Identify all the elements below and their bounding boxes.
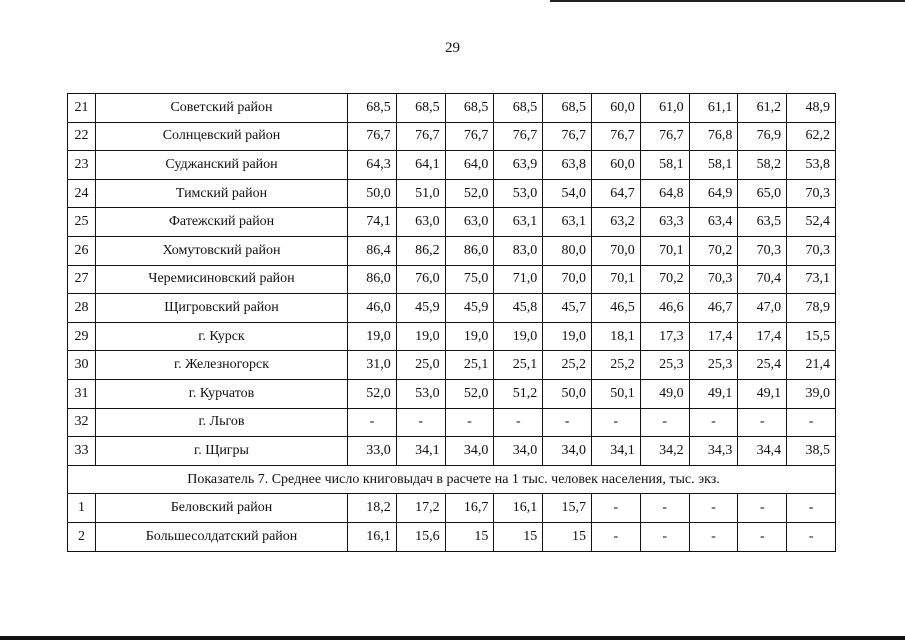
value-cell: 15,7: [543, 494, 592, 523]
value-cell: 45,9: [396, 294, 445, 323]
value-cell: 49,1: [738, 379, 787, 408]
value-cell: 63,0: [396, 208, 445, 237]
value-cell: 50,0: [348, 179, 397, 208]
scan-edge-top: [550, 0, 905, 2]
value-cell: -: [445, 408, 494, 437]
row-number: 1: [68, 494, 96, 523]
value-cell: 70,2: [689, 236, 738, 265]
table-row: [68, 294, 836, 323]
value-cell: 64,9: [689, 179, 738, 208]
value-cell: 76,7: [396, 122, 445, 151]
value-cell: -: [689, 494, 738, 523]
value-cell: 68,5: [494, 94, 543, 123]
row-number: 31: [68, 379, 96, 408]
value-cell: -: [640, 522, 689, 551]
value-cell: 86,0: [348, 265, 397, 294]
value-cell: 50,0: [543, 379, 592, 408]
value-cell: 16,1: [348, 522, 397, 551]
row-number: 2: [68, 522, 96, 551]
section-header-row: [68, 465, 836, 494]
value-cell: 70,3: [689, 265, 738, 294]
value-cell: 62,2: [787, 122, 836, 151]
value-cell: 64,1: [396, 151, 445, 180]
value-cell: 76,8: [689, 122, 738, 151]
table-body-part-2: [68, 494, 836, 551]
district-name: г. Льгов: [96, 408, 348, 437]
value-cell: 68,5: [445, 94, 494, 123]
row-number: 24: [68, 179, 96, 208]
value-cell: 68,5: [543, 94, 592, 123]
value-cell: 61,2: [738, 94, 787, 123]
table-row: [68, 322, 836, 351]
value-cell: 64,7: [591, 179, 640, 208]
value-cell: 18,1: [591, 322, 640, 351]
table-row: [68, 122, 836, 151]
value-cell: 70,3: [738, 236, 787, 265]
value-cell: 61,0: [640, 94, 689, 123]
value-cell: 58,2: [738, 151, 787, 180]
value-cell: 53,0: [494, 179, 543, 208]
value-cell: 17,4: [738, 322, 787, 351]
value-cell: 25,2: [591, 351, 640, 380]
value-cell: 51,2: [494, 379, 543, 408]
value-cell: 70,3: [787, 236, 836, 265]
value-cell: 25,3: [640, 351, 689, 380]
value-cell: 25,0: [396, 351, 445, 380]
table-row: [68, 179, 836, 208]
value-cell: -: [787, 522, 836, 551]
row-number: 28: [68, 294, 96, 323]
value-cell: 15: [494, 522, 543, 551]
row-number: 27: [68, 265, 96, 294]
district-name: Хомутовский район: [96, 236, 348, 265]
value-cell: 16,1: [494, 494, 543, 523]
value-cell: 25,1: [494, 351, 543, 380]
row-number: 30: [68, 351, 96, 380]
value-cell: 70,1: [640, 236, 689, 265]
data-table: [67, 93, 836, 552]
value-cell: 15: [543, 522, 592, 551]
value-cell: 19,0: [543, 322, 592, 351]
value-cell: 64,8: [640, 179, 689, 208]
table-row: [68, 522, 836, 551]
value-cell: 25,4: [738, 351, 787, 380]
value-cell: 16,7: [445, 494, 494, 523]
value-cell: 52,0: [348, 379, 397, 408]
value-cell: 76,7: [543, 122, 592, 151]
value-cell: 60,0: [591, 151, 640, 180]
district-name: Черемисиновский район: [96, 265, 348, 294]
value-cell: -: [494, 408, 543, 437]
value-cell: 83,0: [494, 236, 543, 265]
value-cell: 17,2: [396, 494, 445, 523]
value-cell: 34,0: [494, 437, 543, 466]
district-name: Беловский район: [96, 494, 348, 523]
value-cell: 19,0: [396, 322, 445, 351]
value-cell: 61,1: [689, 94, 738, 123]
value-cell: 65,0: [738, 179, 787, 208]
value-cell: 45,9: [445, 294, 494, 323]
value-cell: -: [689, 408, 738, 437]
value-cell: 34,3: [689, 437, 738, 466]
value-cell: -: [591, 408, 640, 437]
value-cell: 38,5: [787, 437, 836, 466]
value-cell: 70,1: [591, 265, 640, 294]
value-cell: 45,7: [543, 294, 592, 323]
value-cell: 78,9: [787, 294, 836, 323]
value-cell: 63,4: [689, 208, 738, 237]
value-cell: 73,1: [787, 265, 836, 294]
value-cell: -: [396, 408, 445, 437]
value-cell: 53,8: [787, 151, 836, 180]
value-cell: 19,0: [494, 322, 543, 351]
value-cell: 70,3: [787, 179, 836, 208]
value-cell: -: [738, 522, 787, 551]
value-cell: 19,0: [348, 322, 397, 351]
value-cell: 46,6: [640, 294, 689, 323]
value-cell: 76,0: [396, 265, 445, 294]
district-name: Щигровский район: [96, 294, 348, 323]
row-number: 21: [68, 94, 96, 123]
row-number: 26: [68, 236, 96, 265]
table-row: [68, 236, 836, 265]
value-cell: 68,5: [396, 94, 445, 123]
value-cell: 53,0: [396, 379, 445, 408]
value-cell: 86,4: [348, 236, 397, 265]
value-cell: -: [640, 408, 689, 437]
district-name: Тимский район: [96, 179, 348, 208]
value-cell: 58,1: [640, 151, 689, 180]
value-cell: -: [348, 408, 397, 437]
table-body-part-1: [68, 94, 836, 466]
table-row: [68, 265, 836, 294]
value-cell: -: [787, 494, 836, 523]
value-cell: 49,1: [689, 379, 738, 408]
value-cell: 63,0: [445, 208, 494, 237]
value-cell: 15,6: [396, 522, 445, 551]
value-cell: 86,2: [396, 236, 445, 265]
table-row: [68, 151, 836, 180]
value-cell: 46,5: [591, 294, 640, 323]
value-cell: 75,0: [445, 265, 494, 294]
value-cell: 86,0: [445, 236, 494, 265]
value-cell: 34,1: [591, 437, 640, 466]
value-cell: -: [591, 522, 640, 551]
value-cell: 63,9: [494, 151, 543, 180]
row-number: 32: [68, 408, 96, 437]
district-name: г. Железногорск: [96, 351, 348, 380]
value-cell: 54,0: [543, 179, 592, 208]
district-name: Суджанский район: [96, 151, 348, 180]
value-cell: 17,4: [689, 322, 738, 351]
value-cell: 70,4: [738, 265, 787, 294]
value-cell: 17,3: [640, 322, 689, 351]
value-cell: 19,0: [445, 322, 494, 351]
value-cell: 68,5: [348, 94, 397, 123]
row-number: 29: [68, 322, 96, 351]
value-cell: -: [738, 494, 787, 523]
value-cell: 31,0: [348, 351, 397, 380]
value-cell: -: [591, 494, 640, 523]
value-cell: -: [738, 408, 787, 437]
section-header-group: [68, 465, 836, 494]
table-row: [68, 437, 836, 466]
value-cell: 50,1: [591, 379, 640, 408]
value-cell: 47,0: [738, 294, 787, 323]
value-cell: 64,0: [445, 151, 494, 180]
value-cell: 49,0: [640, 379, 689, 408]
value-cell: 34,2: [640, 437, 689, 466]
district-name: Советский район: [96, 94, 348, 123]
value-cell: 76,7: [348, 122, 397, 151]
table-row: [68, 379, 836, 408]
table-row: [68, 94, 836, 123]
value-cell: 15,5: [787, 322, 836, 351]
district-name: Солнцевский район: [96, 122, 348, 151]
district-name: г. Курск: [96, 322, 348, 351]
table-row: [68, 408, 836, 437]
value-cell: 63,8: [543, 151, 592, 180]
scan-edge-bottom: [0, 636, 905, 640]
value-cell: 39,0: [787, 379, 836, 408]
value-cell: 70,2: [640, 265, 689, 294]
value-cell: 25,3: [689, 351, 738, 380]
row-number: 33: [68, 437, 96, 466]
value-cell: 76,7: [445, 122, 494, 151]
value-cell: 76,7: [591, 122, 640, 151]
table-row: [68, 351, 836, 380]
value-cell: 60,0: [591, 94, 640, 123]
value-cell: 51,0: [396, 179, 445, 208]
page-number: 29: [445, 40, 460, 56]
value-cell: 34,0: [445, 437, 494, 466]
value-cell: 63,5: [738, 208, 787, 237]
value-cell: 63,1: [543, 208, 592, 237]
row-number: 23: [68, 151, 96, 180]
value-cell: 33,0: [348, 437, 397, 466]
value-cell: 34,1: [396, 437, 445, 466]
value-cell: 63,2: [591, 208, 640, 237]
value-cell: 76,7: [494, 122, 543, 151]
value-cell: 76,9: [738, 122, 787, 151]
value-cell: -: [543, 408, 592, 437]
value-cell: 52,0: [445, 179, 494, 208]
value-cell: 70,0: [591, 236, 640, 265]
value-cell: 63,3: [640, 208, 689, 237]
district-name: г. Курчатов: [96, 379, 348, 408]
value-cell: 52,0: [445, 379, 494, 408]
value-cell: 70,0: [543, 265, 592, 294]
district-name: Большесолдатский район: [96, 522, 348, 551]
table-row: [68, 494, 836, 523]
value-cell: 34,0: [543, 437, 592, 466]
value-cell: 45,8: [494, 294, 543, 323]
value-cell: -: [787, 408, 836, 437]
row-number: 22: [68, 122, 96, 151]
table-row: [68, 208, 836, 237]
value-cell: 34,4: [738, 437, 787, 466]
value-cell: 76,7: [640, 122, 689, 151]
district-name: г. Щигры: [96, 437, 348, 466]
value-cell: 46,7: [689, 294, 738, 323]
value-cell: 63,1: [494, 208, 543, 237]
section-title: Показатель 7. Среднее число книговыдач в расчете на 1 тыс. человек населения, тыс. экз.: [68, 465, 836, 494]
value-cell: 15: [445, 522, 494, 551]
value-cell: 64,3: [348, 151, 397, 180]
value-cell: 71,0: [494, 265, 543, 294]
value-cell: 48,9: [787, 94, 836, 123]
value-cell: 74,1: [348, 208, 397, 237]
value-cell: 52,4: [787, 208, 836, 237]
value-cell: 25,2: [543, 351, 592, 380]
value-cell: -: [640, 494, 689, 523]
district-name: Фатежский район: [96, 208, 348, 237]
value-cell: 21,4: [787, 351, 836, 380]
value-cell: -: [689, 522, 738, 551]
value-cell: 80,0: [543, 236, 592, 265]
value-cell: 58,1: [689, 151, 738, 180]
value-cell: 46,0: [348, 294, 397, 323]
value-cell: 25,1: [445, 351, 494, 380]
row-number: 25: [68, 208, 96, 237]
value-cell: 18,2: [348, 494, 397, 523]
